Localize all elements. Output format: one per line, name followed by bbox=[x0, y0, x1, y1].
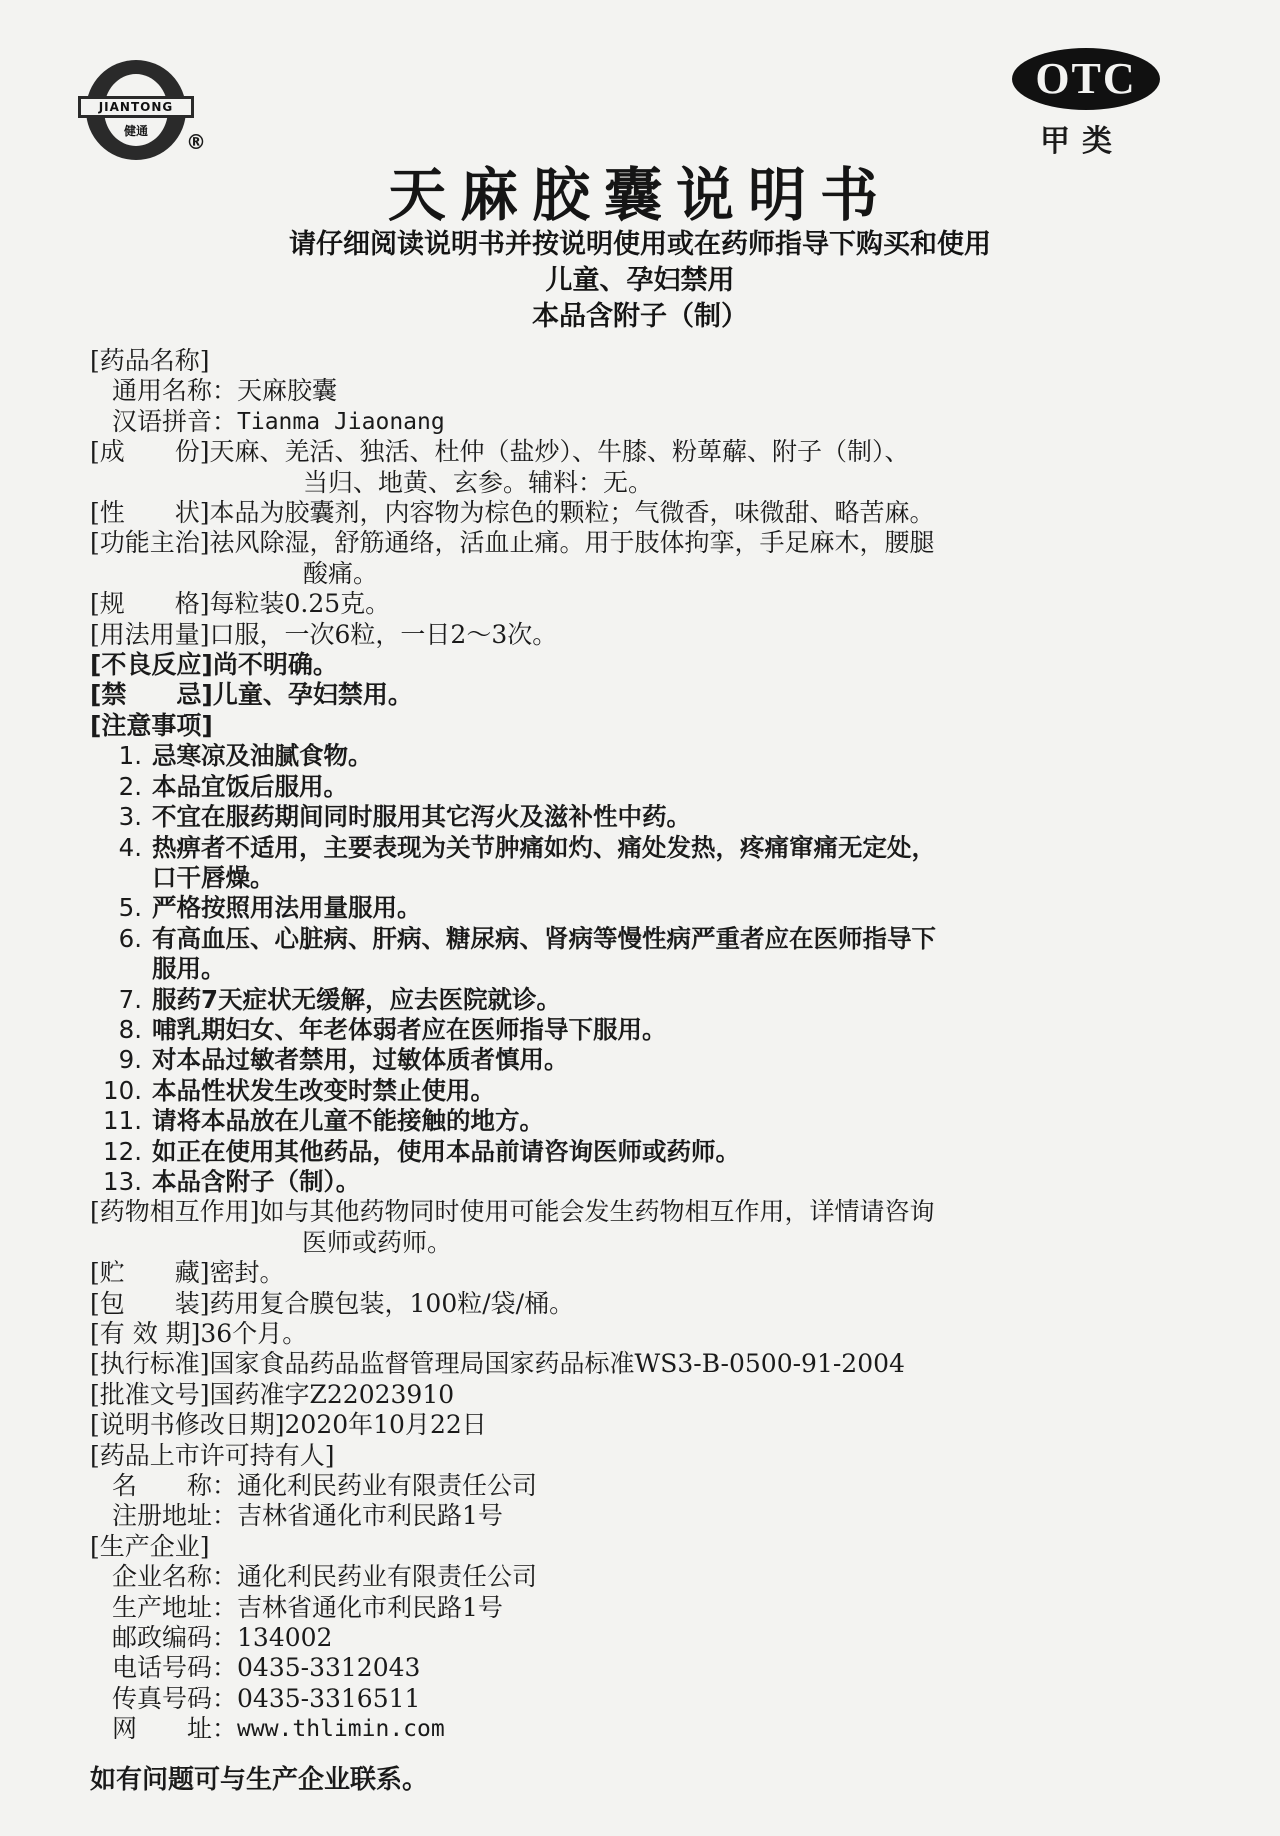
otc-badge: OTC bbox=[1012, 48, 1160, 110]
list-item: 13. 本品含附子（制）。 bbox=[103, 1166, 361, 1196]
spec-label: [规 格] bbox=[90, 589, 210, 619]
maker-address-label: 生产地址： bbox=[112, 1592, 238, 1622]
usage-label: [用法用量] bbox=[90, 619, 210, 649]
website-label: 网 址： bbox=[112, 1714, 238, 1744]
list-item-cont: 口干唇燥。 bbox=[152, 862, 275, 892]
brand-logo bbox=[86, 60, 186, 160]
interaction-value-cont: 医师或药师。 bbox=[302, 1227, 453, 1257]
list-item: 4. 热痹者不适用，主要表现为关节肿痛如灼、痛处发热，疼痛窜痛无定处， bbox=[118, 832, 936, 862]
logo-sub-text: 健通 bbox=[123, 124, 148, 138]
drug-name-label: [药品名称] bbox=[90, 346, 210, 375]
warning-line-3: 本品含附子（制） bbox=[532, 301, 748, 332]
holder-name-value: 通化利民药业有限责任公司 bbox=[237, 1471, 538, 1501]
adverse-label: [不良反应] bbox=[90, 650, 213, 680]
revision-label: [说明书修改日期] bbox=[90, 1410, 285, 1440]
generic-name-value: 天麻胶囊 bbox=[237, 376, 338, 406]
interaction-value: 如与其他药物同时使用可能会发生药物相互作用，详情请咨询 bbox=[259, 1197, 935, 1227]
function-label: [功能主治] bbox=[90, 528, 210, 558]
interaction-label: [药物相互作用] bbox=[90, 1197, 260, 1227]
page-title: 天麻胶囊说明书 bbox=[387, 161, 892, 229]
otc-class: 甲类 bbox=[1040, 124, 1124, 159]
fax-label: 传真号码： bbox=[112, 1683, 238, 1713]
list-item: 10. 本品性状发生改变时禁止使用。 bbox=[103, 1075, 495, 1105]
contra-value: 儿童、孕妇禁用。 bbox=[212, 680, 413, 710]
list-item: 3. 不宜在服药期间同时服用其它泻火及滋补性中药。 bbox=[118, 802, 691, 832]
function-value: 祛风除湿，舒筋通络，活血止痛。用于肢体拘挛，手足麻木，腰腿 bbox=[209, 528, 935, 558]
spec-value: 每粒装0.25克。 bbox=[209, 589, 391, 619]
precautions-label: [注意事项] bbox=[90, 710, 213, 740]
postcode-value: 134002 bbox=[237, 1623, 333, 1653]
list-item: 11. 请将本品放在儿童不能接触的地方。 bbox=[103, 1106, 544, 1136]
phone-value: 0435-3312043 bbox=[237, 1653, 421, 1683]
adverse-value: 尚不明确。 bbox=[212, 650, 338, 680]
maker-name-label: 企业名称： bbox=[112, 1562, 238, 1592]
function-value-cont: 酸痛。 bbox=[303, 558, 379, 588]
pinyin-label: 汉语拼音： bbox=[112, 406, 238, 436]
appearance-value: 本品为胶囊剂，内容物为棕色的颗粒；气微香，味微甜、略苦麻。 bbox=[209, 498, 935, 528]
website-value: www.thlimin.com bbox=[237, 1716, 445, 1743]
package-label: [包 装] bbox=[90, 1288, 210, 1318]
standard-value: 国家食品药品监督管理局国家药品标准WS3-B-0500-91-2004 bbox=[209, 1349, 905, 1379]
holder-label: [药品上市许可持有人] bbox=[90, 1440, 335, 1470]
validity-label: [有 效 期] bbox=[90, 1319, 201, 1348]
storage-label: [贮 藏] bbox=[90, 1258, 210, 1288]
validity-value: 36个月。 bbox=[200, 1319, 308, 1348]
maker-label: [生产企业] bbox=[90, 1531, 210, 1561]
list-item: 8. 哺乳期妇女、年老体弱者应在医师指导下服用。 bbox=[118, 1014, 667, 1044]
list-item: 2. 本品宜饭后服用。 bbox=[118, 771, 348, 801]
contra-label: [禁 忌] bbox=[90, 680, 213, 710]
package-value: 药用复合膜包装，100粒/袋/桶。 bbox=[209, 1288, 575, 1318]
list-item: 1. 忌寒凉及油腻食物。 bbox=[118, 741, 373, 771]
usage-value: 口服，一次6粒，一日2～3次。 bbox=[209, 619, 558, 649]
approval-label: [批准文号] bbox=[90, 1379, 210, 1409]
list-item: 9. 对本品过敏者禁用，过敏体质者慎用。 bbox=[118, 1045, 569, 1075]
list-item: 5. 严格按照用法用量服用。 bbox=[118, 893, 422, 923]
list-item: 6. 有高血压、心脏病、肝病、糖尿病、肾病等慢性病严重者应在医师指导下 bbox=[118, 923, 936, 953]
contact-note: 如有问题可与生产企业联系。 bbox=[90, 1764, 429, 1795]
ingredients-label: [成 份] bbox=[90, 437, 210, 467]
list-item: 7. 服药7天症状无缓解，应去医院就诊。 bbox=[118, 984, 562, 1014]
precautions-list bbox=[90, 741, 1210, 1197]
pinyin-value: Tianma Jiaonang bbox=[237, 408, 445, 435]
maker-name-value: 通化利民药业有限责任公司 bbox=[237, 1562, 538, 1592]
ingredients-value-cont: 当归、地黄、玄参。辅料：无。 bbox=[303, 467, 654, 497]
appearance-label: [性 状] bbox=[90, 498, 210, 528]
ingredients-value: 天麻、羌活、独活、杜仲（盐炒）、牛膝、粉萆薢、附子（制）、 bbox=[209, 437, 910, 467]
list-item-cont: 服用。 bbox=[152, 954, 226, 984]
generic-name-label: 通用名称： bbox=[112, 376, 238, 406]
phone-label: 电话号码： bbox=[112, 1653, 238, 1683]
warning-line-1: 请仔细阅读说明书并按说明使用或在药师指导下购买和使用 bbox=[289, 229, 991, 260]
holder-address-value: 吉林省通化市利民路1号 bbox=[237, 1501, 503, 1531]
holder-name-label: 名 称： bbox=[112, 1471, 238, 1501]
leaflet-body bbox=[90, 346, 1210, 1795]
storage-value: 密封。 bbox=[209, 1258, 285, 1288]
maker-address-value: 吉林省通化市利民路1号 bbox=[237, 1592, 503, 1622]
logo-text: JIANTONG bbox=[78, 96, 194, 118]
list-item: 12. 如正在使用其他药品，使用本品前请咨询医师或药师。 bbox=[103, 1136, 740, 1166]
warning-line-2: 儿童、孕妇禁用 bbox=[545, 265, 735, 296]
fax-value: 0435-3316511 bbox=[237, 1683, 421, 1713]
approval-value: 国药准字Z22023910 bbox=[209, 1379, 455, 1409]
registered-mark: ® bbox=[186, 130, 206, 154]
standard-label: [执行标准] bbox=[90, 1349, 210, 1379]
revision-value: 2020年10月22日 bbox=[284, 1410, 487, 1440]
holder-address-label: 注册地址： bbox=[112, 1501, 238, 1531]
postcode-label: 邮政编码： bbox=[112, 1623, 238, 1653]
